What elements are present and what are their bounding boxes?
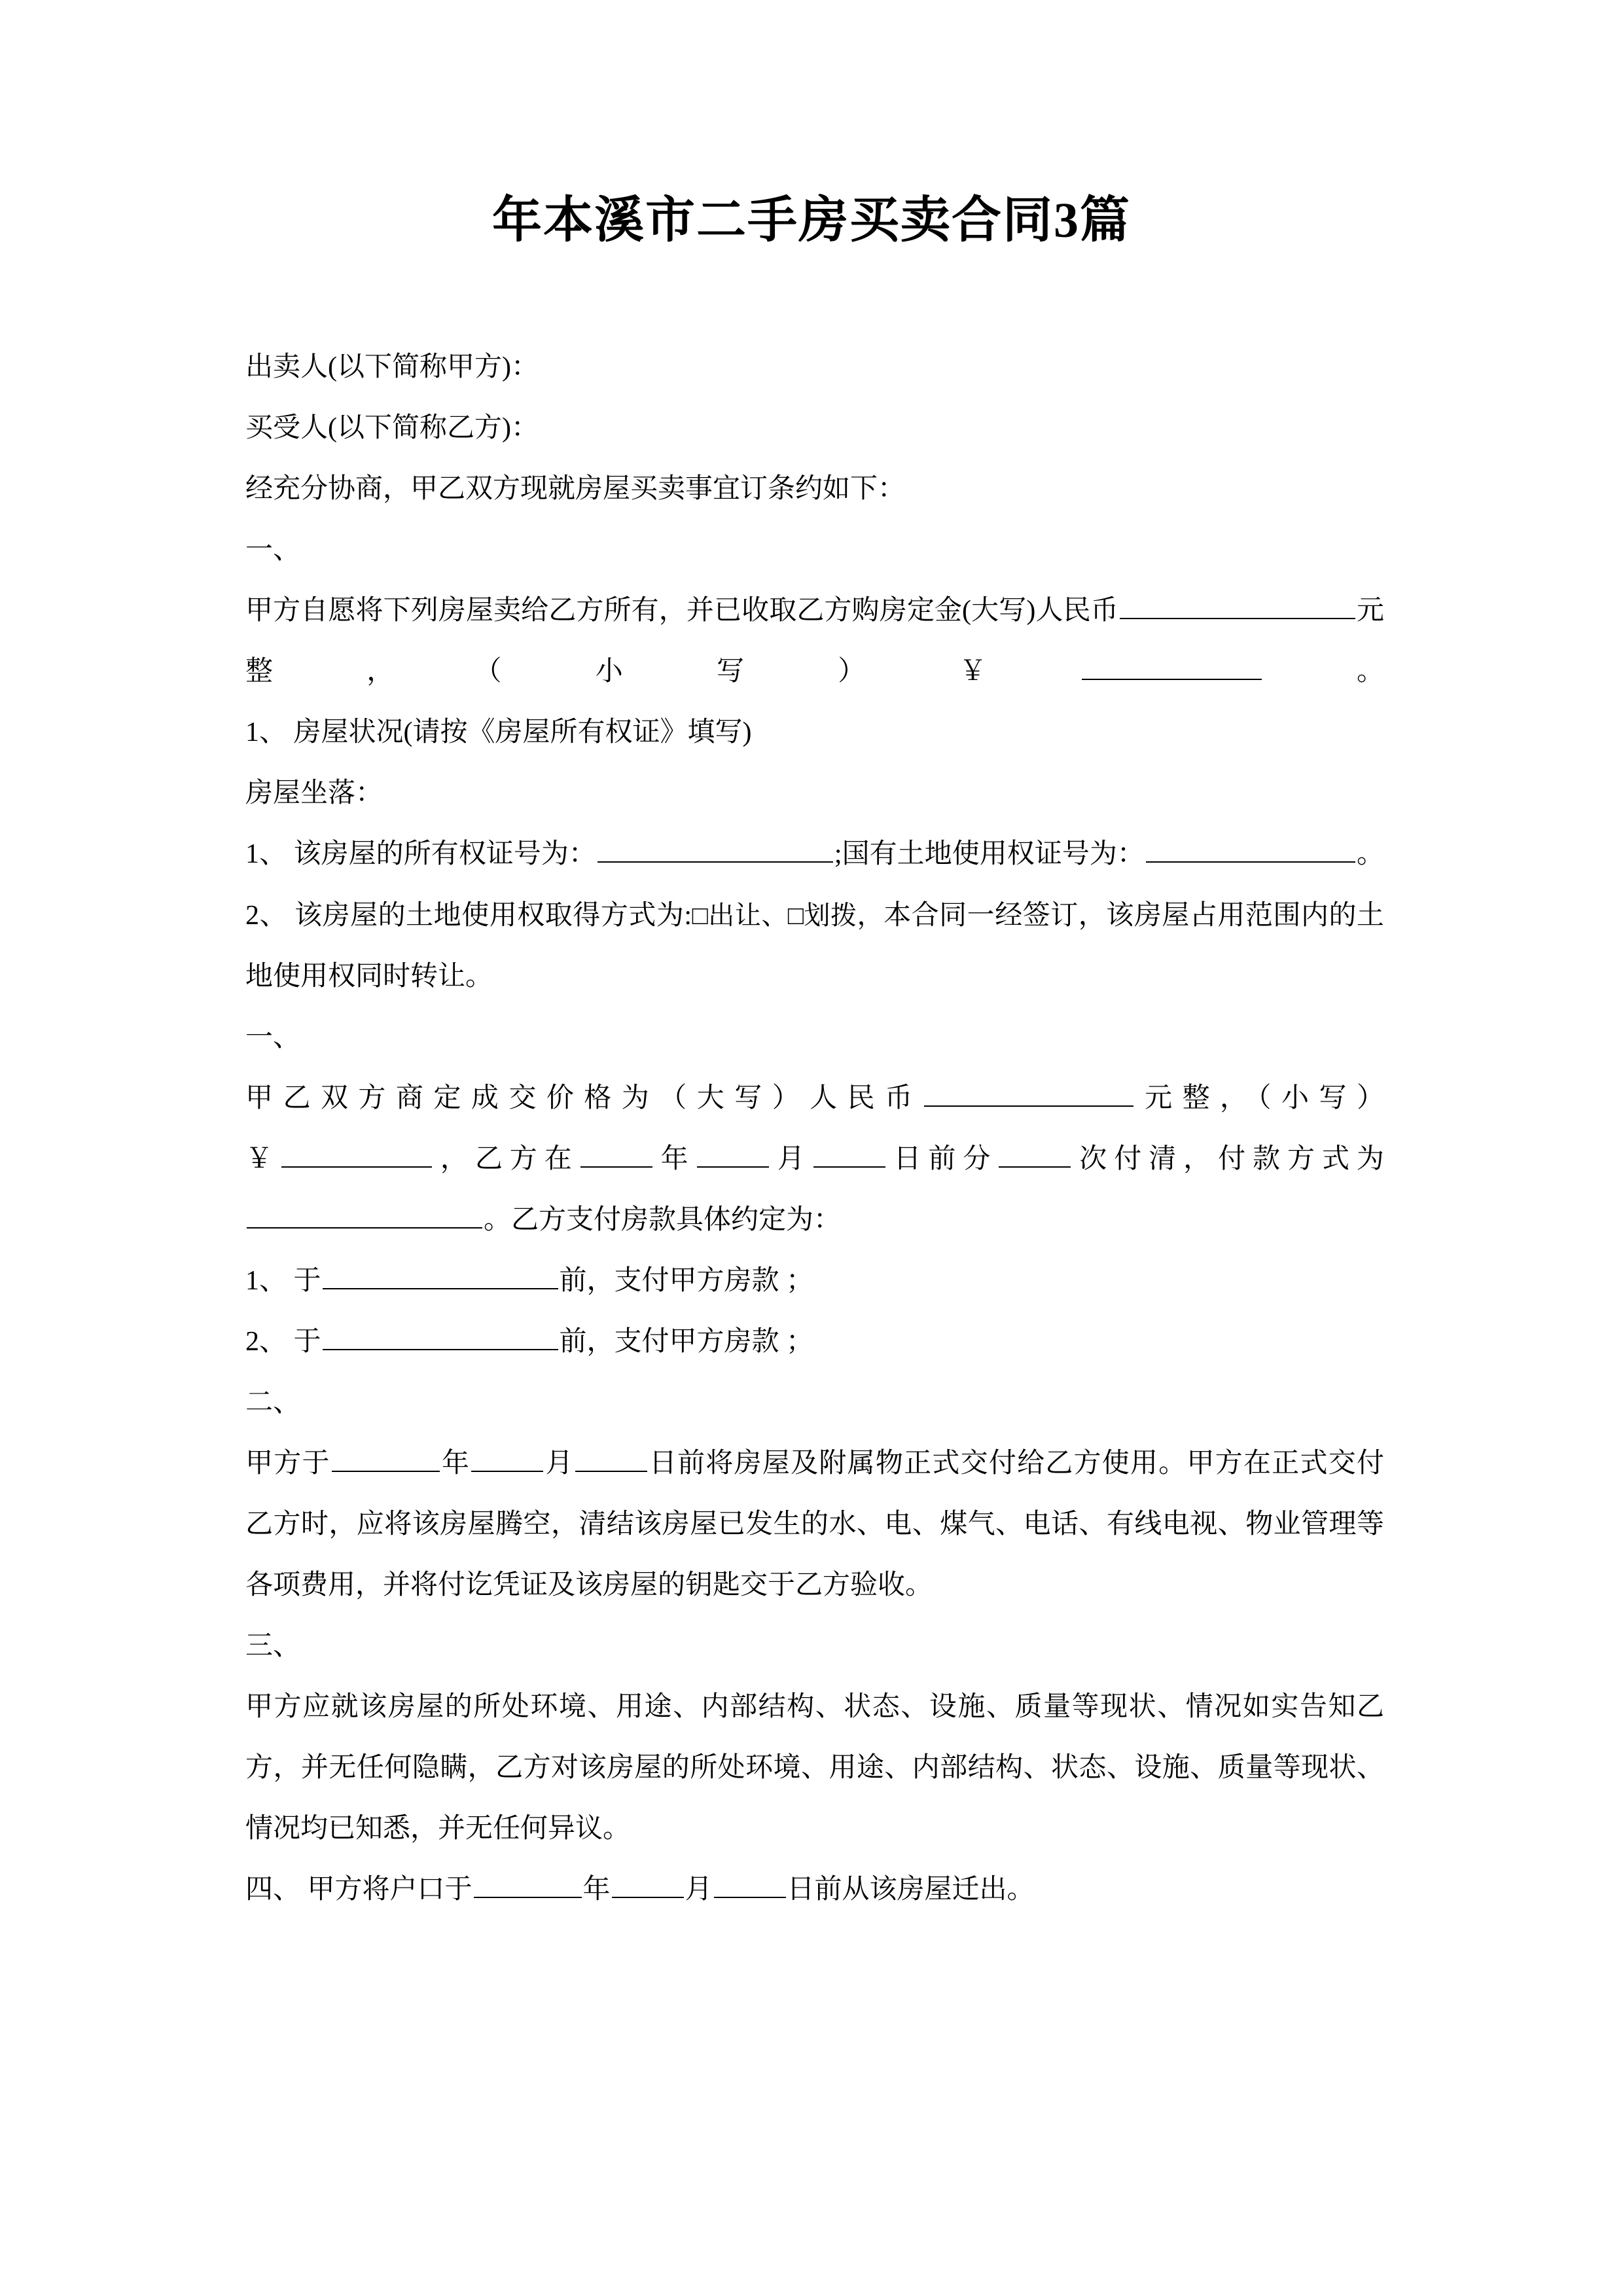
delivery-day-blank[interactable] (575, 1447, 647, 1472)
heading-section-3 (245, 1372, 1384, 1433)
paragraph-seller (245, 337, 1384, 398)
price-mid-text: 元整，（小写） (1134, 1083, 1384, 1113)
paragraph-buyer (245, 398, 1384, 459)
household-month-blank[interactable] (612, 1873, 684, 1898)
delivery-rest-text: 日前将房屋及附属物正式交付给乙方使用。甲方在正式交付乙方时，应将该房屋腾空，清结该房屋已发生的水、电、煤气、电话、有线电视、物业管理等各项费用，并将付讫凭证及该房屋的钥匙交于乙方验收。 (245, 1448, 1384, 1600)
delivery-year-blank[interactable] (332, 1447, 440, 1472)
heading-section-2 (245, 1007, 1384, 1068)
checkbox-option-allocation[interactable]: □划拨， (787, 901, 884, 930)
heading-4-label: 三、 (245, 1631, 301, 1661)
land-use-cert-label: ;国有土地使用权证号为： (834, 839, 1145, 869)
document-title: 年本溪市二手房买卖合同3篇 (492, 193, 1131, 248)
payment-year-blank[interactable] (580, 1143, 652, 1168)
delivery-month-label: 月 (544, 1448, 574, 1479)
buyer-label: 买受人(以下简称乙方)： (245, 413, 539, 443)
deposit-amount-uppercase-blank[interactable] (1120, 594, 1355, 619)
ownership-cert-label: 1、 该房屋的所有权证号为： (245, 839, 596, 869)
delivery-lead-text: 甲方于 (245, 1448, 330, 1479)
paragraph-payment-method (245, 1190, 1384, 1251)
paragraph-clause-1-deposit (245, 581, 1384, 702)
land-use-method-rest: 本合同一经签订，该房屋占用范围内的土地使用权同时转让。 (245, 901, 1384, 992)
house-location-label: 房屋坐落： (245, 778, 383, 808)
pay-item-1-lead: 1、 于 (245, 1266, 321, 1296)
paragraph-pay-item-1 (245, 1251, 1384, 1312)
pay-item-2-lead: 2、 于 (245, 1327, 321, 1357)
household-year-label: 年 (582, 1874, 611, 1905)
payment-method-blank[interactable] (247, 1204, 482, 1229)
paragraph-clause-5-household (245, 1859, 1384, 1920)
price-lead-text: 甲乙双方商定成交价格为（大写）人民币 (245, 1083, 923, 1113)
deposit-amount-lowercase-blank[interactable] (1082, 655, 1262, 680)
pay-item-1-end: 前，支付甲方房款 ； (559, 1266, 814, 1296)
heading-section-4 (245, 1616, 1384, 1677)
paragraph-pay-item-2 (245, 1312, 1384, 1372)
checkbox-option-transfer[interactable]: □出让、 (692, 901, 788, 930)
price-uppercase-blank[interactable] (924, 1082, 1133, 1107)
pay-item-2-end: 前，支付甲方房款 ； (559, 1327, 814, 1357)
household-year-blank[interactable] (474, 1873, 582, 1898)
paragraph-clause-2-price (245, 1068, 1384, 1129)
preamble-text: 经充分协商，甲乙双方现就房屋买卖事宜订条约如下： (245, 474, 906, 504)
land-use-method-label: 2、 该房屋的土地使用权取得方式为: (245, 901, 692, 931)
heading-3-label: 二、 (245, 1388, 301, 1418)
payment-month-label: 月 (770, 1144, 812, 1174)
disclosure-text: 甲方应就该房屋的所处环境、用途、内部结构、状态、设施、质量等现状、情况如实告知乙方，并无任何隐瞒，乙方对该房屋的所处环境、用途、内部结构、状态、设施、质量等现状、情况均已知悉，并无任何异议。 (245, 1692, 1384, 1844)
payment-lead-text: ，乙方在 (433, 1144, 579, 1174)
paragraph-certificate-numbers (245, 824, 1384, 885)
household-month-label: 月 (685, 1874, 713, 1905)
payment-day-blank[interactable] (813, 1143, 885, 1168)
seller-label: 出卖人(以下简称甲方)： (245, 352, 539, 382)
household-day-blank[interactable] (714, 1873, 786, 1898)
payment-times-label: 次付清，付款方式为 (1072, 1144, 1384, 1174)
paragraph-house-location (245, 763, 1384, 824)
clause-1-end-text: 。 (1262, 656, 1384, 687)
clause-1-lead-text: 甲方自愿将下列房屋卖给乙方所有，并已收取乙方购房定金(大写)人民币 (245, 596, 1118, 626)
document-body (245, 337, 1384, 1920)
paragraph-clause-2-payment (245, 1129, 1384, 1190)
paragraph-preamble (245, 459, 1384, 520)
pay-item-2-date-blank[interactable] (323, 1325, 558, 1350)
certificate-end-text: 。 (1356, 839, 1384, 869)
item-house-status-text: 1、 房屋状况(请按《房屋所有权证》填写) (245, 717, 752, 747)
heading-section-1 (245, 520, 1384, 581)
household-end-text: 日前从该房屋迁出。 (787, 1874, 1035, 1905)
ownership-cert-number-blank[interactable] (597, 838, 833, 863)
payment-month-blank[interactable] (697, 1143, 769, 1168)
price-lowercase-blank[interactable] (281, 1143, 432, 1168)
heading-2-label: 一、 (245, 1022, 301, 1052)
paragraph-item-house-status (245, 702, 1384, 763)
household-lead-text: 四、 甲方将户口于 (245, 1874, 473, 1905)
payment-times-blank[interactable] (999, 1143, 1071, 1168)
delivery-month-blank[interactable] (471, 1447, 543, 1472)
paragraph-clause-3-delivery (245, 1433, 1384, 1616)
clause-1-mid-text: 元整，（小写）￥ (245, 596, 1384, 687)
payment-method-end: 。乙方支付房款具体约定为： (484, 1205, 842, 1235)
payment-year-label: 年 (653, 1144, 696, 1174)
currency-symbol: ￥ (245, 1144, 280, 1174)
heading-1-label: 一、 (245, 535, 301, 565)
land-use-cert-number-blank[interactable] (1146, 838, 1355, 863)
paragraph-land-use-method (245, 885, 1384, 1007)
delivery-year-label: 年 (440, 1448, 471, 1479)
paragraph-clause-4-disclosure (245, 1677, 1384, 1859)
pay-item-1-date-blank[interactable] (323, 1265, 558, 1289)
payment-day-label: 日前分 (886, 1144, 998, 1174)
